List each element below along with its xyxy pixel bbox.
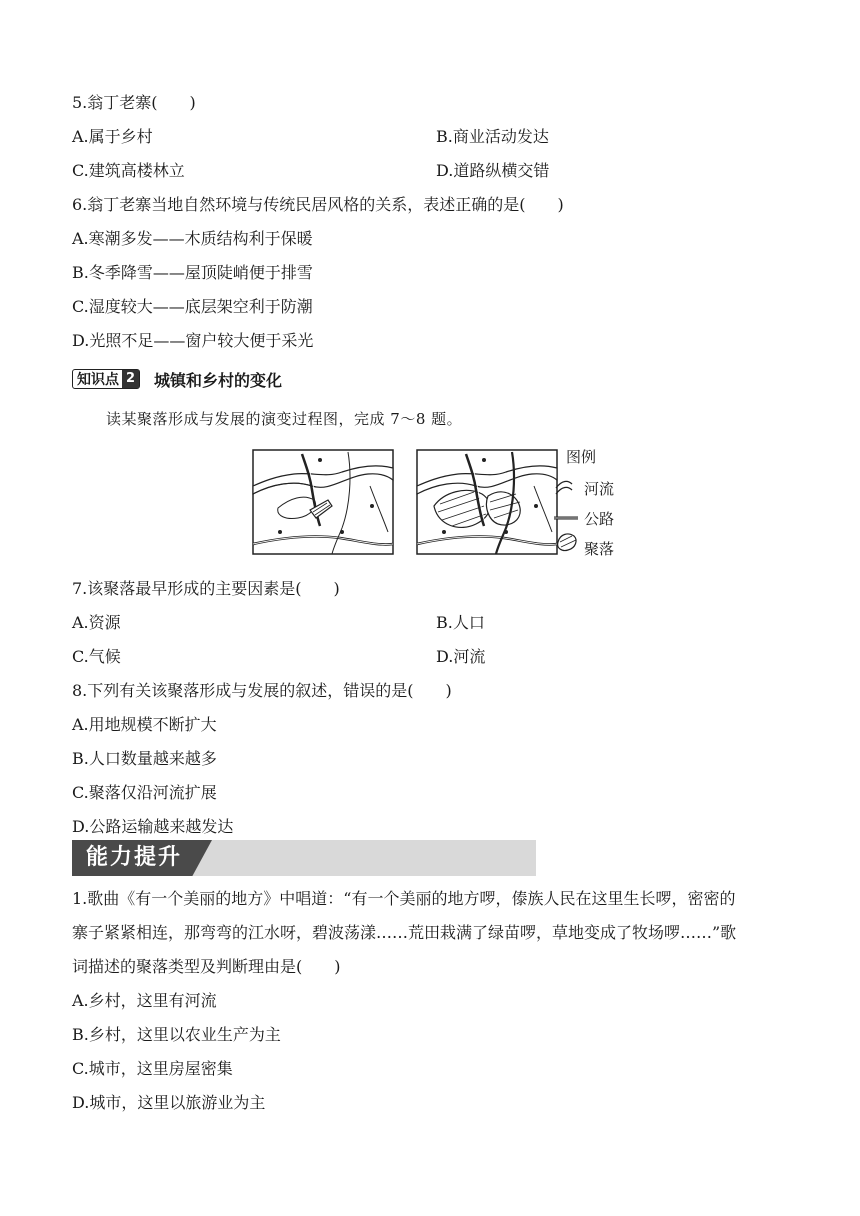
settlement-evolution-figure: [250, 446, 630, 562]
legend-river-icon: [556, 481, 572, 494]
q7-option-c: C.气候: [72, 647, 121, 666]
knowledge-point-title: 城镇和乡村的变化: [154, 370, 283, 390]
q6-stem: 6.翁丁老寨当地自然环境与传统民居风格的关系，表述正确的是( ): [72, 195, 564, 214]
q6-option-a: A.寒潮多发——木质结构利于保暖: [72, 229, 313, 248]
q8-stem: 8.下列有关该聚落形成与发展的叙述，错误的是( ): [72, 681, 452, 700]
section-title: 能力提升: [86, 845, 183, 870]
p1-option-c: C.城市，这里房屋密集: [72, 1059, 233, 1078]
p1-option-a: A.乡村，这里有河流: [72, 991, 217, 1010]
q8-option-d: D.公路运输越来越发达: [72, 817, 234, 836]
p1-option-b: B.乡村，这里以农业生产为主: [72, 1025, 281, 1044]
p1-stem-line-3: 词描述的聚落类型及判断理由是( ): [72, 957, 341, 976]
knowledge-point-number: 2: [122, 370, 139, 388]
q5-option-b: B.商业活动发达: [436, 127, 549, 146]
q7-option-a: A.资源: [72, 613, 121, 632]
p1-stem: [72, 882, 792, 984]
p1-stem-line-1: 1.歌曲《有一个美丽的地方》中唱道：“有一个美丽的地方啰，傣族人民在这里生长啰，密密的: [72, 889, 736, 908]
q6-option-b: B.冬季降雪——屋顶陡峭便于排雪: [72, 263, 313, 282]
q7-option-d: D.河流: [436, 647, 486, 666]
q8-option-c: C.聚落仅沿河流扩展: [72, 783, 217, 802]
legend-settlement-icon: [558, 534, 576, 551]
knowledge-point-label: 知识点: [77, 372, 119, 388]
legend-settlement-label: 聚落: [584, 540, 615, 558]
p1-stem-line-2: 寨子紧紧相连，那弯弯的江水呀，碧波荡漾……荒田栽满了绿苗啰，草地变成了牧场啰……”歌: [72, 923, 737, 942]
p1-option-d: D.城市，这里以旅游业为主: [72, 1093, 266, 1112]
q5-option-a: A.属于乡村: [72, 127, 153, 146]
map-later-stage: [417, 450, 557, 554]
q8-option-b: B.人口数量越来越多: [72, 749, 217, 768]
q6-option-d: D.光照不足——窗户较大便于采光: [72, 331, 314, 350]
q5-option-c: C.建筑高楼林立: [72, 161, 185, 180]
legend-road-label: 公路: [584, 510, 615, 528]
map-early-stage: [253, 450, 393, 554]
q7-stem: 7.该聚落最早形成的主要因素是( ): [72, 579, 340, 598]
legend-river-label: 河流: [584, 480, 615, 498]
q5-option-d: D.道路纵横交错: [436, 161, 550, 180]
reading-intro: 读某聚落形成与发展的演变过程图，完成 7～8 题。: [106, 410, 463, 428]
q7-option-b: B.人口: [436, 613, 485, 632]
knowledge-point-header: [72, 368, 282, 390]
legend-title: 图例: [566, 448, 597, 466]
section-banner: [72, 840, 536, 876]
q5-stem: 5.翁丁老寨( ): [72, 93, 196, 112]
q8-option-a: A.用地规模不断扩大: [72, 715, 217, 734]
q6-option-c: C.湿度较大——底层架空利于防潮: [72, 297, 313, 316]
knowledge-point-badge: [72, 369, 140, 389]
